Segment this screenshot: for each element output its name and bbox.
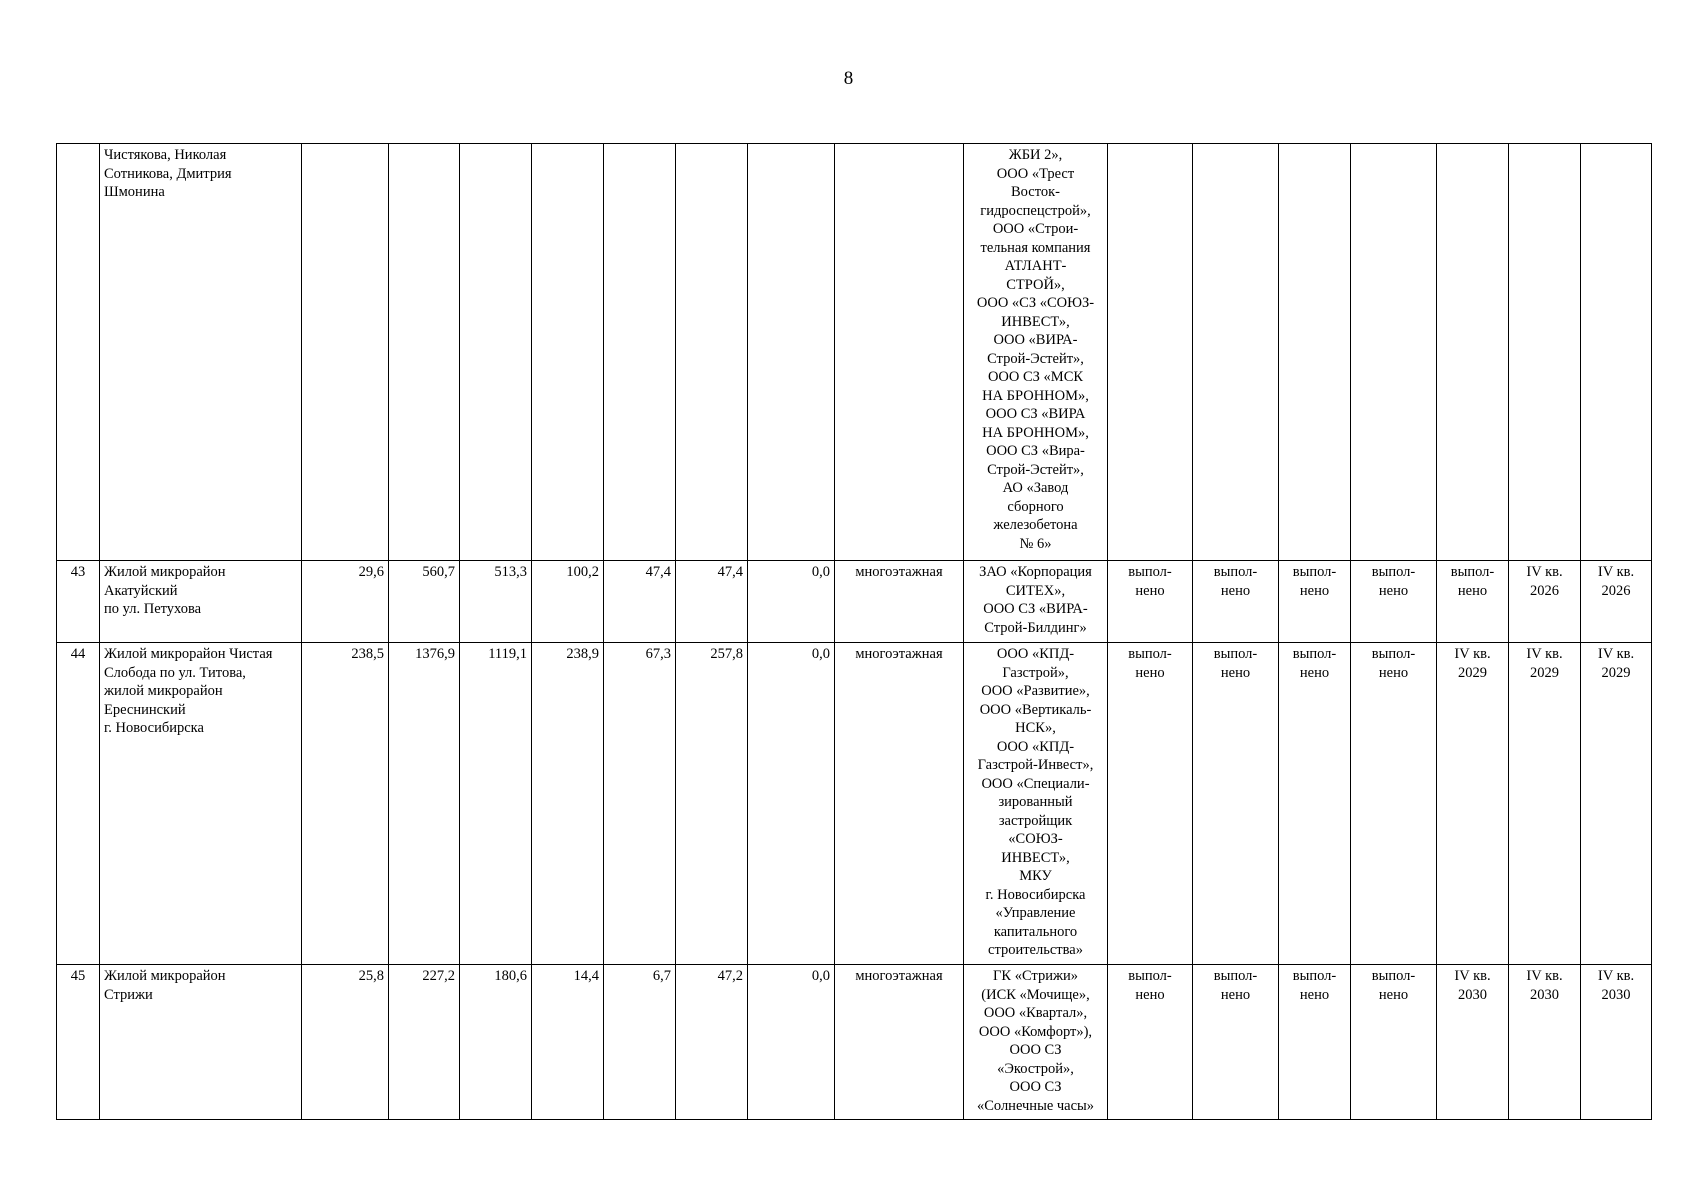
status-2-line: выпол- [1213,968,1258,984]
status-3-line: выпол- [1292,564,1337,580]
value-6-cell: 47,4 [676,561,748,643]
organizations-line: гидроспецстрой», [980,202,1091,219]
value-7-cell [748,144,835,561]
organizations-line: ЖБИ 2», [1008,147,1063,163]
status-3-line: нено [1299,986,1330,1003]
organizations-line: Восток- [1011,184,1060,200]
status-6-line: IV кв. [1526,968,1563,984]
object-name-line: Ереснинский [104,701,186,718]
organizations-line: СИТЕХ», [1005,582,1066,599]
organizations-line: застройщик [998,812,1073,829]
status-6-line: IV кв. [1526,646,1563,662]
value-1-cell: 238,5 [302,643,389,965]
organizations-line: «Управление [995,905,1076,921]
status-5-cell [1437,965,1509,1120]
page-number: 8 [843,68,854,89]
organizations-line: ООО «КПД- [996,738,1075,755]
organizations-line: ООО «Комфорт»), [978,1023,1093,1040]
object-name-line: Жилой микрорайон [104,968,226,984]
organizations-line: Строй-Билдинг» [984,619,1087,636]
status-7-cell [1581,144,1652,561]
organizations-line: НСК», [1015,720,1056,736]
status-4-line: выпол- [1371,646,1416,662]
organizations-line: капитального [993,923,1078,940]
status-7-line: 2030 [1601,986,1631,1003]
status-7-cell [1581,561,1652,643]
status-4-line: нено [1378,582,1409,599]
status-1-line: нено [1135,986,1165,1003]
value-5-cell: 6,7 [604,965,676,1120]
organizations-line: железобетона [993,517,1078,533]
object-name-line: Жилой микрорайон Чистая [104,646,273,662]
status-5-line: выпол- [1450,564,1495,580]
object-name-cell [100,561,302,643]
status-1-line: выпол- [1128,968,1172,984]
organizations-line: ООО «КПД- [996,646,1075,662]
table-row [57,643,1652,965]
status-2-line: нено [1220,986,1251,1003]
organizations-line: «Экострой», [997,1060,1074,1077]
status-2-line: выпол- [1213,646,1258,662]
organizations-line: сборного [1007,498,1064,515]
organizations-line: ООО СЗ [1009,1079,1062,1095]
organizations-line: ООО «Строи- [992,221,1079,237]
status-7-line: IV кв. [1597,564,1635,580]
value-7-cell: 0,0 [748,643,835,965]
table-row [57,561,1652,643]
organizations-line: СТРОЙ», [1006,276,1065,293]
status-4-cell [1351,643,1437,965]
organizations-line: ООО «СЗ «СОЮЗ- [976,295,1095,311]
organizations-line: ООО СЗ «Вира- [986,443,1085,459]
organizations-line: ООО СЗ «МСК [987,369,1084,385]
organizations-line: ООО СЗ «ВИРА- [983,601,1088,617]
organizations-line: зированный [998,794,1073,810]
status-4-cell [1351,561,1437,643]
status-5-line: IV кв. [1454,968,1491,984]
status-2-line: выпол- [1213,564,1258,580]
value-5-cell [604,144,676,561]
value-4-cell: 100,2 [532,561,604,643]
table-row [57,965,1652,1120]
status-6-line: 2030 [1530,986,1559,1003]
status-7-line: IV кв. [1597,646,1635,662]
status-4-cell [1351,144,1437,561]
object-name-line: Стрижи [104,986,153,1003]
organizations-line: НА БРОННОМ», [982,387,1089,404]
organizations-line: ГК «Стрижи» [993,968,1078,984]
status-6-cell [1509,144,1581,561]
value-3-cell: 513,3 [460,561,532,643]
status-2-line: нено [1220,664,1251,681]
object-name-line: г. Новосибирска [104,720,204,736]
status-6-line: 2026 [1530,582,1559,599]
status-7-line: IV кв. [1597,968,1635,984]
organizations-line: ООО «Вертикаль- [979,701,1092,718]
value-1-cell: 29,6 [302,561,389,643]
status-6-line: 2029 [1530,664,1559,681]
value-2-cell [389,144,460,561]
status-6-cell [1509,643,1581,965]
status-1-cell [1108,643,1193,965]
status-7-cell [1581,965,1652,1120]
building-type-cell [835,144,964,561]
status-6-line: IV кв. [1526,564,1563,580]
status-5-cell [1437,144,1509,561]
object-name-cell [100,965,302,1120]
organizations-line: ООО «Специали- [981,775,1090,792]
status-4-line: выпол- [1371,564,1416,580]
value-6-cell: 47,2 [676,965,748,1120]
status-2-line: нено [1220,582,1251,599]
status-1-cell [1108,561,1193,643]
organizations-line: «Солнечные часы» [976,1097,1095,1114]
organizations-line: ООО СЗ «ВИРА [985,406,1086,422]
organizations-line: АО «Завод [1002,480,1069,496]
status-1-line: нено [1135,664,1165,681]
object-name-line: Слобода по ул. Титова, [104,664,246,681]
organizations-line: (ИСК «Мочище», [981,986,1090,1003]
organizations-cell [964,965,1108,1120]
table-body [57,144,1652,1120]
object-name-cell [100,144,302,561]
status-1-line: выпол- [1128,564,1172,580]
object-name-line: жилой микрорайон [104,683,223,699]
value-7-cell: 0,0 [748,965,835,1120]
status-2-cell [1193,561,1279,643]
value-3-cell [460,144,532,561]
object-name-line: по ул. Петухова [104,601,202,617]
organizations-line: ООО «Развитие», [981,683,1090,699]
status-7-line: 2026 [1601,582,1631,599]
value-7-cell: 0,0 [748,561,835,643]
organizations-line: НА БРОННОМ», [982,424,1089,441]
value-1-cell: 25,8 [302,965,389,1120]
value-6-cell [676,144,748,561]
organizations-cell [964,561,1108,643]
status-2-cell [1193,643,1279,965]
organizations-line: № 6» [1019,535,1052,552]
status-3-line: выпол- [1292,646,1337,662]
organizations-line: МКУ [1019,868,1052,884]
building-type-cell: многоэтажная [835,561,964,643]
value-5-cell: 47,4 [604,561,676,643]
organizations-line: ООО СЗ [1009,1042,1062,1058]
status-5-cell [1437,561,1509,643]
row-number-cell: 45 [57,965,100,1120]
organizations-line: ЗАО «Корпорация [979,564,1092,580]
value-1-cell [302,144,389,561]
status-4-cell [1351,965,1437,1120]
status-4-line: выпол- [1371,968,1416,984]
status-7-cell [1581,643,1652,965]
organizations-cell [964,643,1108,965]
object-name-line: Акатуйский [104,582,178,599]
row-number-cell: 43 [57,561,100,643]
organizations-line: Строй-Эстейт», [987,350,1084,367]
organizations-line: АТЛАНТ- [1004,258,1067,274]
value-4-cell: 14,4 [532,965,604,1120]
organizations-line: Газстрой», [1002,664,1069,681]
value-2-cell: 1376,9 [389,643,460,965]
status-5-line: нено [1457,582,1488,599]
organizations-line: ООО «Квартал», [983,1005,1088,1021]
organizations-line: тельная компания [980,239,1091,256]
status-6-cell [1509,561,1581,643]
object-name-line: Жилой микрорайон [104,564,226,580]
organizations-line: Строй-Эстейт», [987,461,1084,478]
status-1-cell [1108,144,1193,561]
status-5-line: 2029 [1458,664,1487,681]
building-type-cell: многоэтажная [835,965,964,1120]
status-4-line: нено [1378,986,1409,1003]
table-row [57,144,1652,561]
organizations-line: «СОЮЗ- [1008,831,1063,847]
object-name-line: Чистякова, Николая [104,147,227,163]
program-table [56,143,1652,1120]
status-1-cell [1108,965,1193,1120]
organizations-line: ИНВЕСТ», [1001,849,1070,866]
building-type-cell: многоэтажная [835,643,964,965]
organizations-line: ООО «ВИРА- [993,332,1078,348]
status-2-cell [1193,144,1279,561]
organizations-line: г. Новосибирска [985,886,1086,903]
organizations-line: ООО «Трест [996,165,1075,182]
row-number-cell [57,144,100,561]
object-name-line: Шмонина [104,184,165,200]
value-4-cell [532,144,604,561]
value-2-cell: 227,2 [389,965,460,1120]
status-5-cell [1437,643,1509,965]
value-2-cell: 560,7 [389,561,460,643]
organizations-line: строительства» [988,942,1083,958]
status-2-cell [1193,965,1279,1120]
value-3-cell: 180,6 [460,965,532,1120]
status-3-cell [1279,144,1351,561]
status-5-line: 2030 [1458,986,1487,1003]
row-number-cell: 44 [57,643,100,965]
object-name-line: Сотникова, Дмитрия [104,165,232,182]
status-3-line: нено [1299,664,1330,681]
organizations-cell [964,144,1108,561]
status-4-line: нено [1378,664,1409,681]
status-1-line: выпол- [1128,646,1172,662]
value-5-cell: 67,3 [604,643,676,965]
status-6-cell [1509,965,1581,1120]
organizations-line: ИНВЕСТ», [1001,313,1070,330]
object-name-cell [100,643,302,965]
value-6-cell: 257,8 [676,643,748,965]
value-4-cell: 238,9 [532,643,604,965]
status-5-line: IV кв. [1454,646,1491,662]
status-3-cell [1279,965,1351,1120]
status-1-line: нено [1135,582,1165,599]
status-3-line: нено [1299,582,1330,599]
status-7-line: 2029 [1601,664,1631,681]
value-3-cell: 1119,1 [460,643,532,965]
status-3-cell [1279,561,1351,643]
status-3-line: выпол- [1292,968,1337,984]
organizations-line: Газстрой-Инвест», [977,757,1094,773]
status-3-cell [1279,643,1351,965]
